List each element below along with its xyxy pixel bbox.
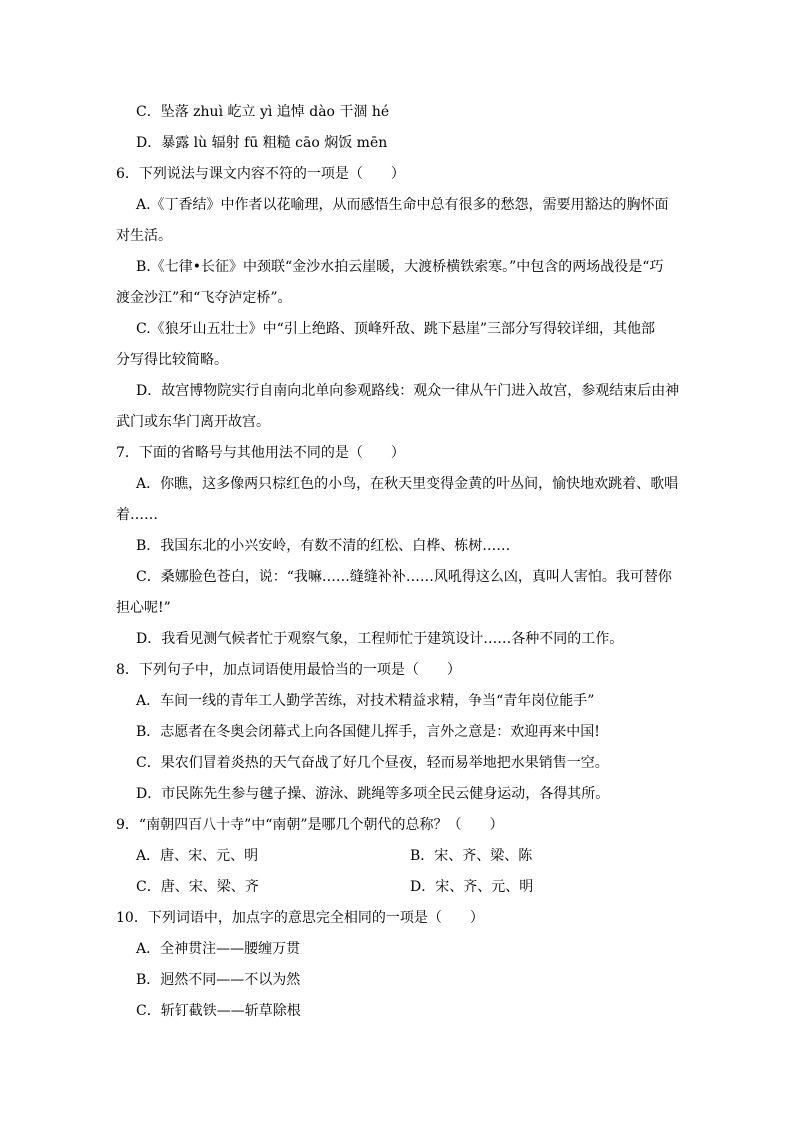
option-c-q10: C．斩钉截铁——斩草除根 (136, 1003, 301, 1019)
option-c-q7-cont: 担心呢!” (116, 600, 171, 616)
option-a-q6-cont: 对生活。 (116, 228, 172, 244)
option-a-q7-cont: 着…… (116, 507, 158, 523)
option-b-q7: B．我国东北的小兴安岭，有数不清的红松、白桦、栋树…… (136, 538, 511, 554)
option-a-q8: A．车间一线的青年工人勤学苦练，对技术精益求精，争当“青年岗位能手” (136, 693, 595, 709)
option-c-q9: C．唐、宋、梁、齐 (136, 879, 259, 895)
option-a-q10: A．全神贯注——腰缠万贯 (136, 941, 301, 957)
option-d-q7: D．我看见测气候者忙于观察气象，工程师忙于建筑设计……各种不同的工作。 (136, 631, 624, 647)
option-c-q7: C．桑娜脸色苍白，说：“我嘛……缝缝补补……风吼得这么凶，真叫人害怕。我可替你 (136, 569, 672, 585)
question-9: 9．“南朝四百八十寺”中“南朝”是哪几个朝代的总称？（ ） (116, 817, 504, 833)
option-d-q6-cont: 武门或东华门离开故宫。 (116, 414, 270, 430)
option-a-q9: A．唐、宋、元、明 (136, 848, 259, 864)
option-d-q9: D．宋、齐、元、明 (410, 879, 534, 895)
option-c-q6-cont: 分写得比较简略。 (116, 352, 228, 368)
option-b-q6-cont: 渡金沙江”和“飞夺泸定桥”。 (116, 290, 292, 306)
question-7: 7．下面的省略号与其他用法不同的是（ ） (116, 445, 405, 461)
option-d-q8: D．市民陈先生参与毽子操、游泳、跳绳等多项全民云健身运动，各得其所。 (136, 786, 610, 802)
option-b-q10: B．迥然不同——不以为然 (136, 972, 301, 988)
option-b-q9: B．宋、齐、梁、陈 (410, 848, 533, 864)
option-a-q7: A．你瞧，这多像两只棕红色的小鸟，在秋天里变得金黄的叶丛间，愉快地欢跳着、歌唱 (136, 476, 679, 492)
option-b-q8: B．志愿者在冬奥会闭幕式上向各国健儿挥手，言外之意是：欢迎再来中国! (136, 724, 600, 740)
question-6: 6．下列说法与课文内容不符的一项是（ ） (116, 166, 405, 182)
option-a-q6: A.《丁香结》中作者以花喻理，从而感悟生命中总有很多的愁怨，需要用豁达的胸怀面 (136, 197, 669, 213)
option-c-q5: C．坠落 zhuì 屹立 yì 追悼 dào 干涸 hé (136, 104, 390, 120)
option-d-q6: D．故宫博物院实行自南向北单向参观路线：观众一律从午门进入故宫，参观结束后由神 (136, 383, 680, 399)
option-c-q6: C.《狼牙山五壮士》中“引上绝路、顶峰歼敌、跳下悬崖”三部分写得较详细，其他部 (136, 321, 655, 337)
option-d-q5: D．暴露 lù 辐射 fū 粗糙 cāo 焖饭 mēn (136, 135, 388, 151)
option-b-q6: B.《七律•长征》中颈联“金沙水拍云崖暖，大渡桥横铁索寒。”中包含的两场战役是“巧 (136, 259, 664, 275)
question-10: 10．下列词语中，加点字的意思完全相同的一项是（ ） (116, 910, 484, 926)
option-c-q8: C．果农们冒着炎热的天气奋战了好几个昼夜，轻而易举地把水果销售一空。 (136, 755, 609, 771)
question-8: 8．下列句子中，加点词语使用最恰当的一项是（ ） (116, 662, 461, 678)
